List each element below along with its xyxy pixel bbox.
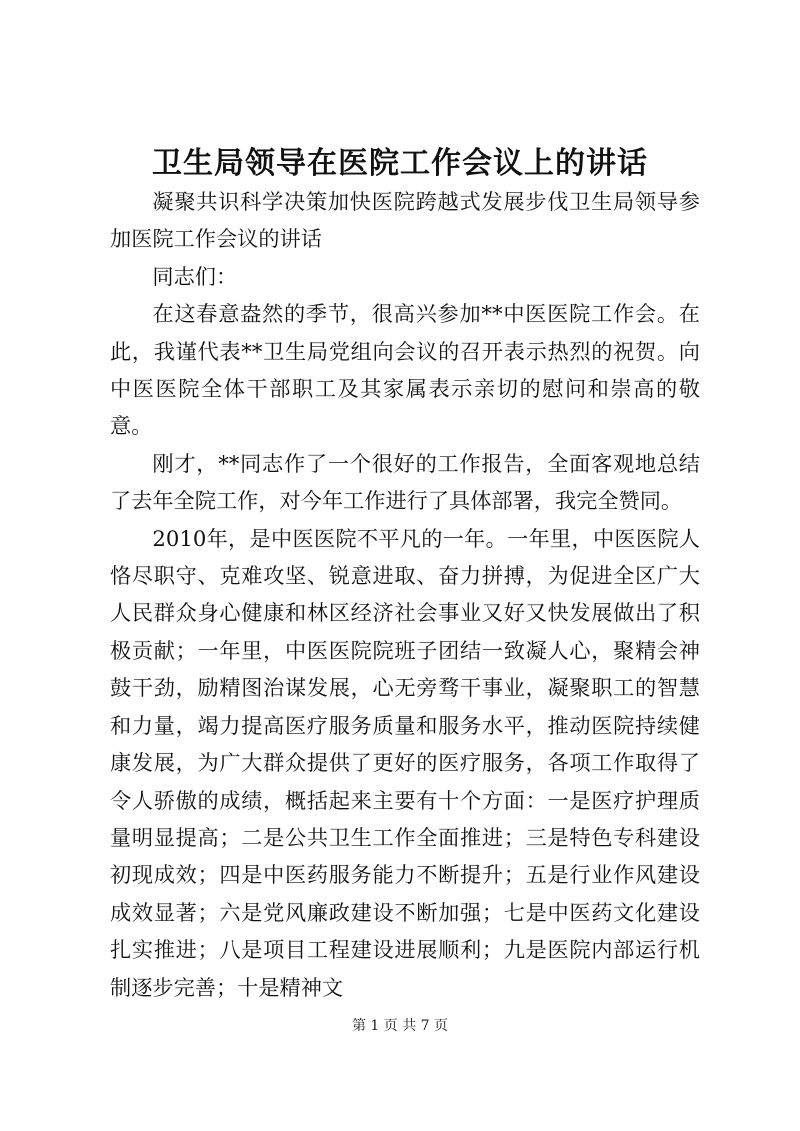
document-title: 卫生局领导在医院工作会议上的讲话 [152, 146, 648, 181]
subtitle-paragraph: 凝聚共识科学决策加快医院跨越式发展步伐卫生局领导参加医院工作会议的讲话 [110, 189, 700, 252]
body-paragraph: 2010年，是中医医院不平凡的一年。一年里，中医医院人恪尽职守、克难攻坚、锐意进取、奋力拼搏，为促进全区广大人民群众身心健康和林区经济社会事业又好又快发展做出了积极贡献；一年里，中医医院院班子团结一致凝人心，聚精会神鼓干劲，励精图治谋发展，心无旁骛干事业，凝聚职工的智慧和力量，竭力提高医疗服务质量和服务水平，推动医院持续健康发展，为广大群众提供了更好的医疗服务，各项工作取得了令人骄傲的成绩，概括起来主要有十个方面：一是医疗护理质量明显提高；二是公共卫生工作全面推进；三是特色专科建设初现成效；四是中医药服务能力不断提升；五是行业作风建设成效显著；六是党风廉政建设不断加强；七是中医药文化建设扎实推进；八是项目工程建设进展顺利；九是医院内部运行机制逐步完善；十是精神文 [110, 525, 700, 1000]
page-number-footer: 第 1 页 共 7 页 [351, 1018, 449, 1034]
document-body [110, 183, 700, 1006]
body-paragraph: 在这春意盎然的季节，很高兴参加**中医医院工作会。在此，我谨代表**卫生局党组向会议的召开表示热烈的祝贺。向中医医院全体干部职工及其家属表示亲切的慰问和崇高的敬意。 [110, 301, 700, 439]
salutation-paragraph: 同志们： [152, 263, 238, 289]
body-paragraph: 刚才，**同志作了一个很好的工作报告，全面客观地总结了去年全院工作，对今年工作进行了具体部署，我完全赞同。 [110, 450, 700, 514]
